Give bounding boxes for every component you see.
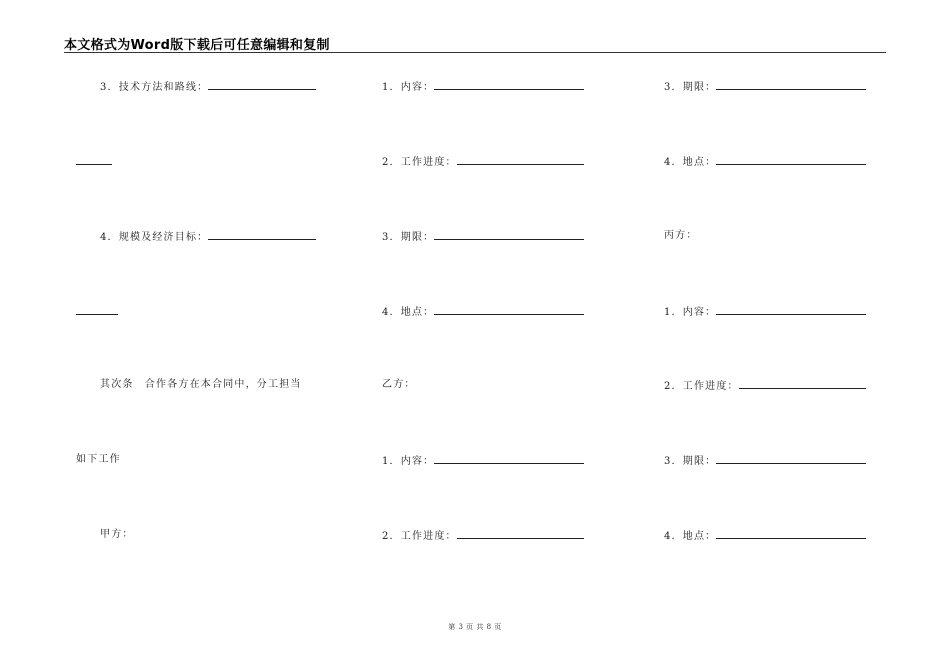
article-two-text: 其次条 合作各方在本合同中，分工担当 — [100, 379, 302, 390]
b2-progress-line — [382, 529, 584, 543]
scale-target-label: 4．规模及经济目标： — [100, 232, 209, 243]
b-location-blank — [434, 305, 584, 315]
c-content-blank — [716, 305, 866, 315]
c-progress-line — [664, 379, 866, 393]
party-c-heading — [664, 230, 698, 242]
scale-target-blank-2 — [76, 305, 118, 315]
c2-term-label: 3．期限： — [664, 456, 717, 467]
party-a-label: 甲方： — [100, 529, 134, 540]
party-b-heading — [382, 379, 416, 391]
page-footer — [0, 622, 950, 632]
b-term-blank — [434, 230, 584, 240]
c-term-label: 3．期限： — [664, 82, 717, 93]
c-term-line — [664, 80, 866, 94]
article-two-continuation — [76, 454, 121, 466]
c-location-label: 4．地点： — [664, 157, 717, 168]
b2-content-label: 1．内容： — [382, 456, 435, 467]
scale-target-continuation — [76, 305, 118, 319]
tech-method-blank-2 — [76, 155, 112, 165]
b-progress-blank — [457, 155, 584, 165]
header-title: 本文格式为Word版下载后可任意编辑和复制 — [64, 38, 330, 53]
c-progress-blank — [739, 379, 866, 389]
c-progress-label: 2．工作进度： — [664, 381, 739, 392]
c2-location-line — [664, 529, 866, 543]
b2-progress-label: 2．工作进度： — [382, 531, 457, 542]
page-number: 第 3 页 共 8 页 — [448, 623, 502, 631]
b-location-label: 4．地点： — [382, 307, 435, 318]
c2-term-blank — [716, 454, 866, 464]
tech-method-continuation — [76, 155, 112, 169]
b-location-line — [382, 305, 584, 319]
b2-content-blank — [434, 454, 584, 464]
tech-method-label: 3．技术方法和路线： — [100, 82, 209, 93]
scale-target-blank — [208, 230, 316, 240]
tech-method-line — [100, 80, 316, 94]
tech-method-blank — [208, 80, 316, 90]
party-c-label: 丙方： — [664, 230, 698, 241]
scale-target-line — [100, 230, 316, 244]
b-content-line — [382, 80, 584, 94]
party-b-label: 乙方： — [382, 379, 416, 390]
b-progress-label: 2．工作进度： — [382, 157, 457, 168]
c-content-label: 1．内容： — [664, 307, 717, 318]
page-header — [64, 34, 886, 53]
b-content-blank — [434, 80, 584, 90]
c-content-line — [664, 305, 866, 319]
b-term-label: 3．期限： — [382, 232, 435, 243]
c-term-blank — [716, 80, 866, 90]
b-progress-line — [382, 155, 584, 169]
b-content-label: 1．内容： — [382, 82, 435, 93]
c-location-blank — [716, 155, 866, 165]
c2-location-blank — [716, 529, 866, 539]
b-term-line — [382, 230, 584, 244]
b2-content-line — [382, 454, 584, 468]
c-location-line — [664, 155, 866, 169]
b2-progress-blank — [457, 529, 584, 539]
c2-term-line — [664, 454, 866, 468]
c2-location-label: 4．地点： — [664, 531, 717, 542]
article-two-line — [100, 379, 302, 391]
article-two-text-2: 如下工作 — [76, 454, 121, 465]
party-a-heading — [100, 529, 134, 541]
